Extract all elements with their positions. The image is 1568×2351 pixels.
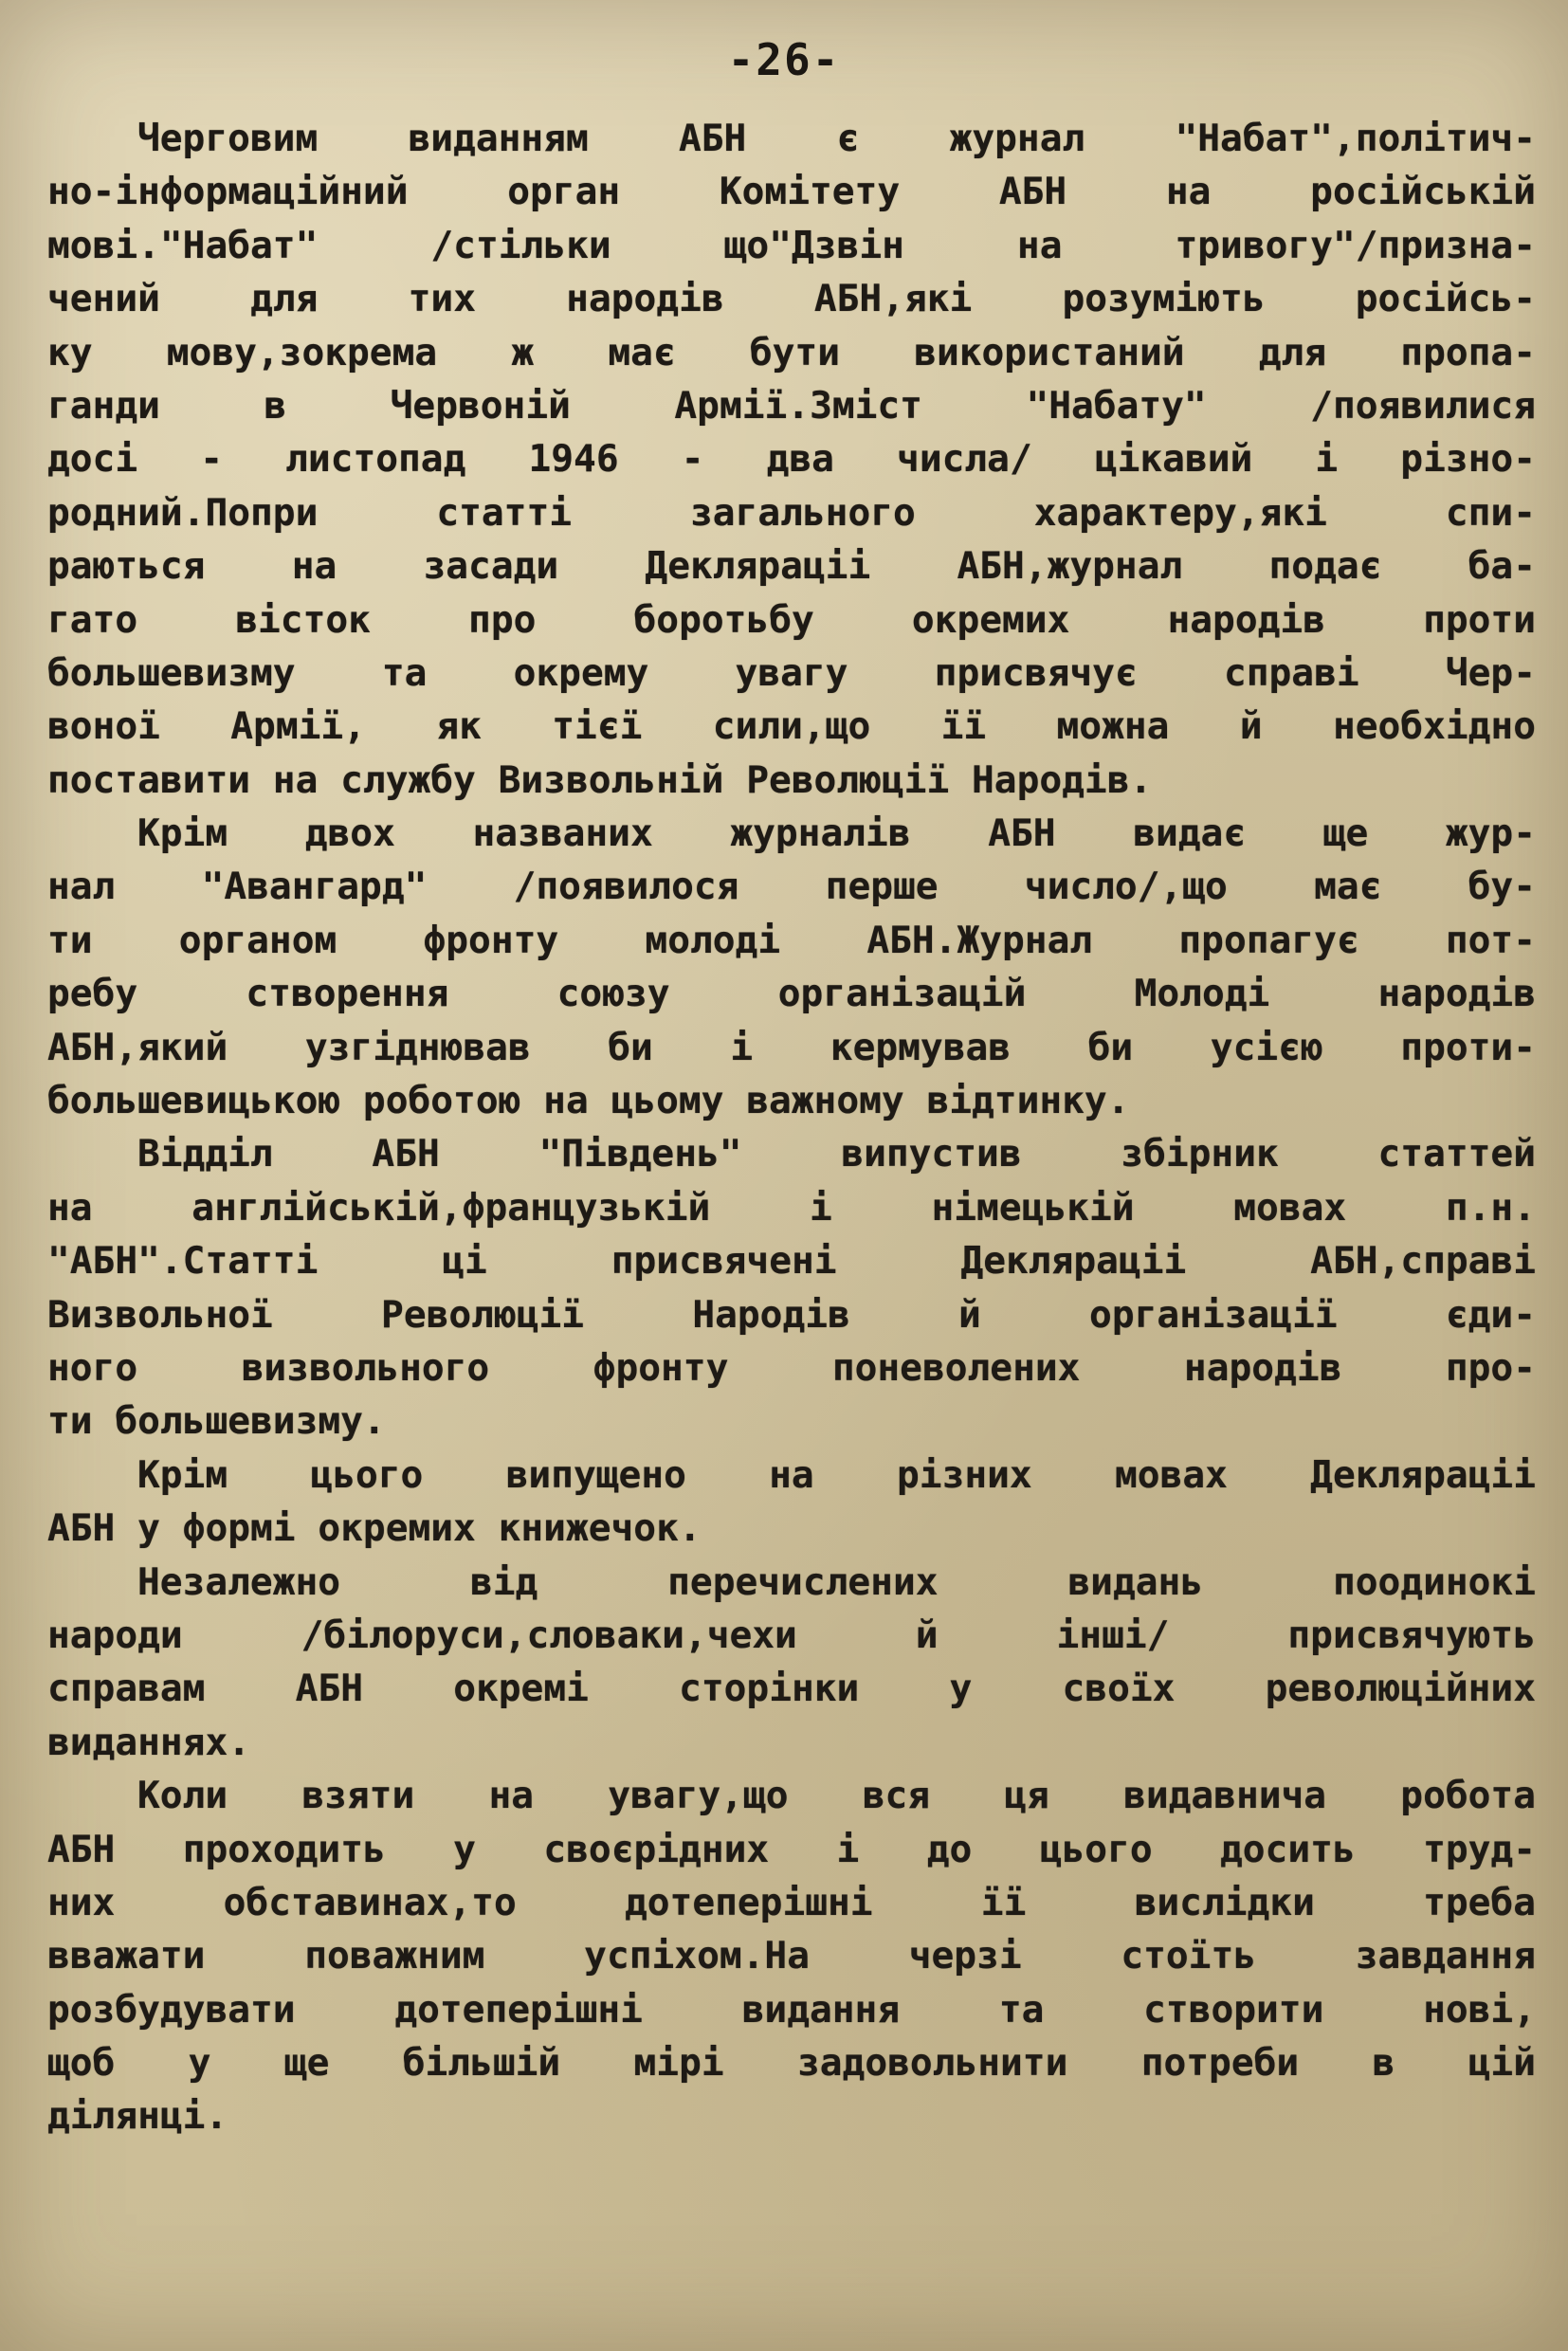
text-line: ділянці. xyxy=(47,2094,228,2139)
text-line: ку мову,зокрема ж має бути використаний для пропа- xyxy=(47,330,1536,374)
text-line: АБН проходить у своєрідних і до цього досить труд- xyxy=(47,1827,1536,1871)
text-line: Відділ АБН "Південь" випустив збірник статтей xyxy=(137,1132,1536,1176)
text-line: справам АБН окремі сторінки у своїх революційних xyxy=(47,1667,1536,1711)
text-line: раються на засади Декляраціі АБН,журнал подає ба- xyxy=(47,544,1536,589)
text-line: чений для тих народів АБН,які розуміють російсь- xyxy=(47,277,1536,321)
text-line: мові."Набат" /стільки що"Дзвін на тривогу"/призна- xyxy=(47,223,1536,267)
text-line: народи /білоруси,словаки,чехи й інші/ присвячують xyxy=(47,1613,1536,1657)
text-line: поставити на службу Визвольній Революції Народів. xyxy=(47,757,1153,802)
text-line: "АБН".Статті ці присвячені Декляраціі АБН,справі xyxy=(47,1239,1536,1284)
text-line: АБН,який узгіднював би і кермував би усією проти- xyxy=(47,1025,1536,1069)
page-body xyxy=(47,112,1536,2143)
text-line: большевизму та окрему увагу присвячує справі Чер- xyxy=(47,650,1536,695)
text-line: вважати поважним успіхом.На черзі стоїть завдання xyxy=(47,1934,1536,1978)
text-line: Визвольної Революції Народів й організації єди- xyxy=(47,1292,1536,1337)
text-line: щоб у ще більшій мірі задовольнити потреби в цій xyxy=(47,2041,1536,2086)
page-number: -26- xyxy=(727,34,841,85)
paragraph xyxy=(47,807,1536,1127)
text-line: виданнях. xyxy=(47,1720,251,1764)
paragraph xyxy=(47,1556,1536,1770)
text-line: нал "Авангард" /появилося перше число/,що має бу- xyxy=(47,865,1536,909)
text-line: них обставинах,то дотеперішні її вислідки треба xyxy=(47,1880,1536,1924)
paragraph xyxy=(47,112,1536,807)
paragraph xyxy=(47,1449,1536,1556)
text-line: ребу створення союзу організацій Молоді народів xyxy=(47,972,1536,1016)
text-line: гато вісток про боротьбу окремих народів проти xyxy=(47,597,1536,642)
text-line: родний.Попри статті загального характеру,які спи- xyxy=(47,490,1536,535)
paragraph xyxy=(47,1769,1536,2143)
text-line: большевицькою роботою на цьому важному відтинку. xyxy=(47,1079,1130,1123)
text-line: ти большевизму. xyxy=(47,1399,386,1444)
text-line: ганди в Червоній Армії.Зміст "Набату" /появилися xyxy=(47,383,1536,428)
text-line: на англійській,французькій і німецькій мовах п.н. xyxy=(47,1185,1536,1230)
text-line: Крім цього випущено на різних мовах Декляраціі xyxy=(137,1452,1536,1497)
text-line: воної Армії, як тієї сили,що її можна й необхідно xyxy=(47,704,1536,749)
text-line: Коли взяти на увагу,що вся ця видавнича робота xyxy=(137,1774,1536,1818)
text-line: досі - листопад 1946 - два числа/ цікавий і різно- xyxy=(47,437,1536,482)
text-line: ти органом фронту молоді АБН.Журнал пропагує пот- xyxy=(47,918,1536,962)
text-line: ного визвольного фронту поневолених народів про- xyxy=(47,1345,1536,1390)
text-line: розбудувати дотеперішні видання та створити нові, xyxy=(47,1987,1536,2032)
text-line: Незалежно від перечислених видань поодинокі xyxy=(137,1559,1536,1604)
text-line: Черговим виданням АБН є журнал "Набат",політич- xyxy=(137,117,1536,160)
paragraph xyxy=(47,1127,1536,1448)
text-line: Крім двох названих журналів АБН видає ще жур- xyxy=(137,811,1536,856)
text-line: но-інформаційний орган Комітету АБН на російській xyxy=(47,170,1536,214)
text-line: АБН у формі окремих книжечок. xyxy=(47,1506,702,1551)
